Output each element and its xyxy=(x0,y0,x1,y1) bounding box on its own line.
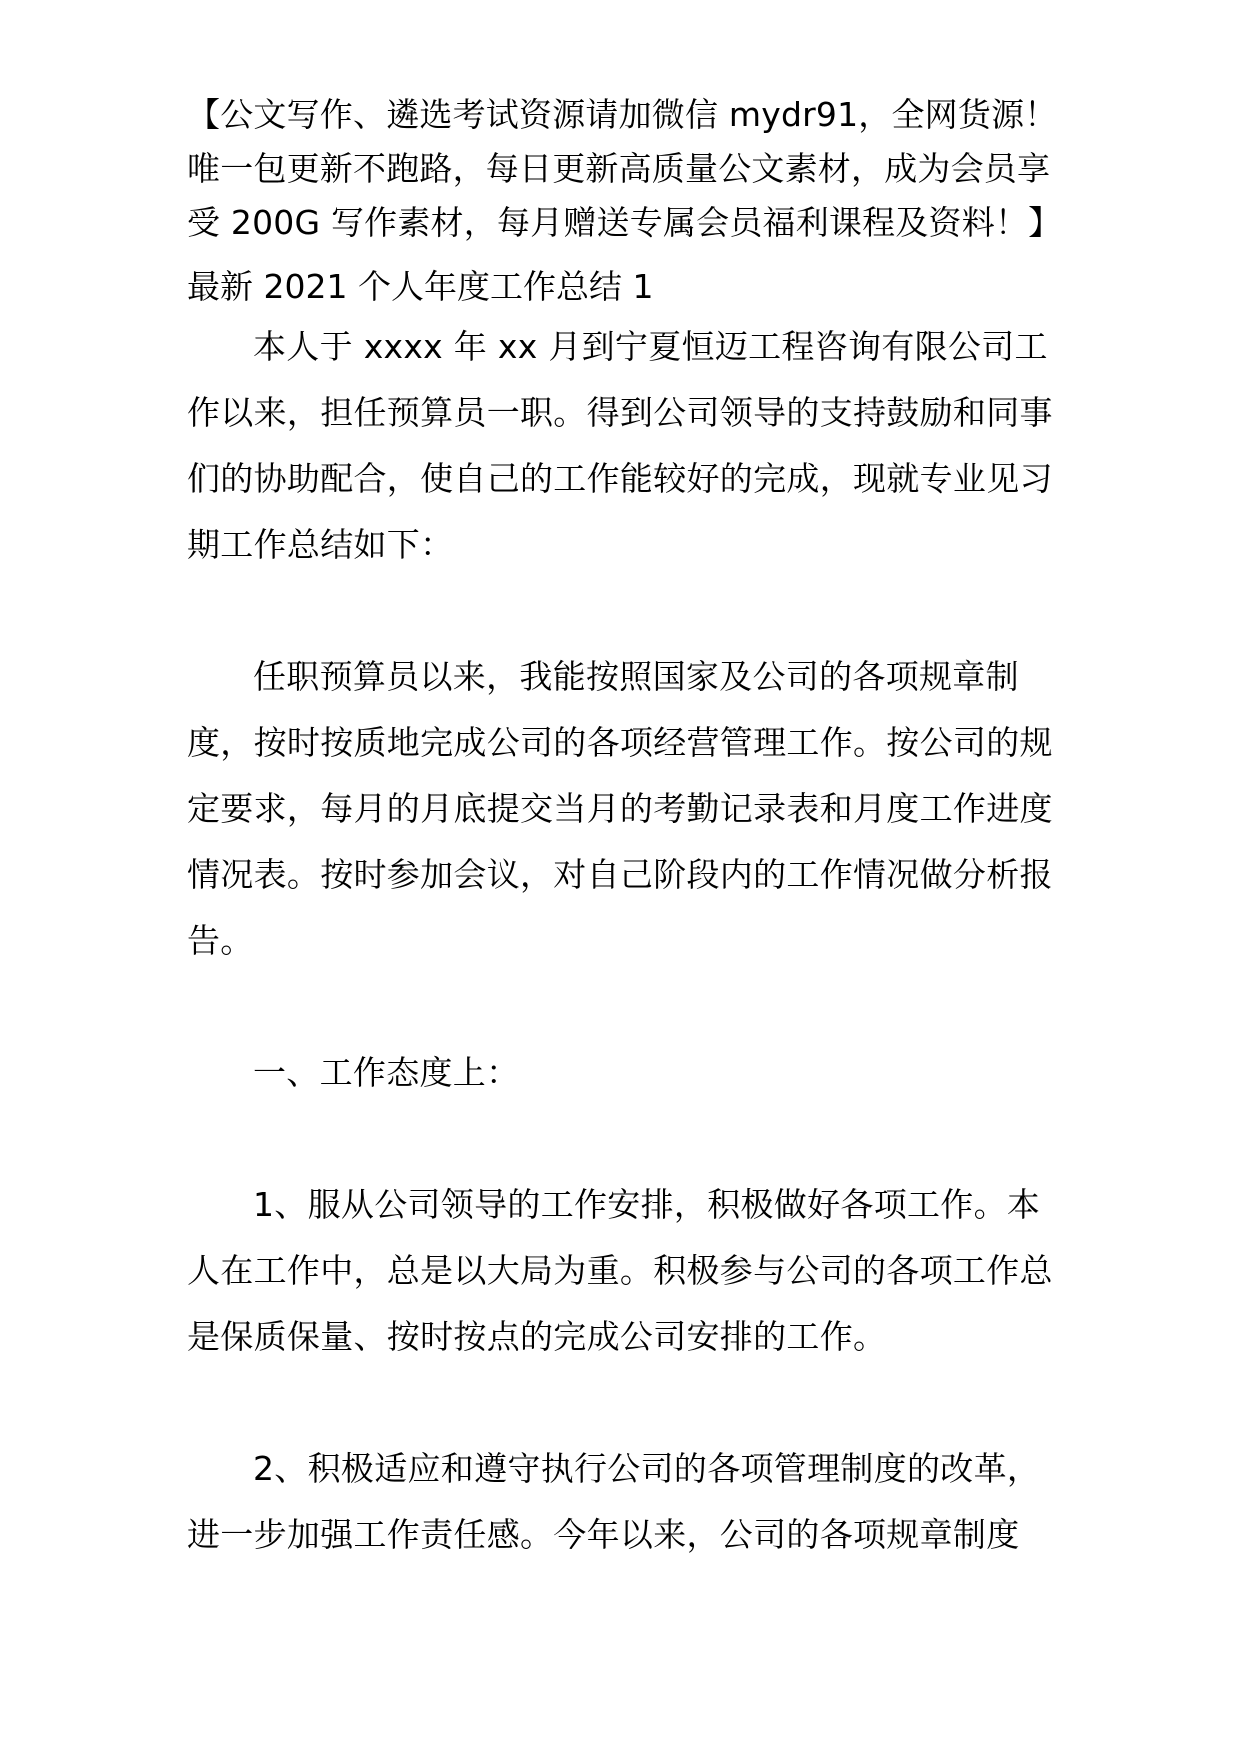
paragraph-spacer xyxy=(187,578,1067,644)
paragraph-spacer xyxy=(187,1106,1067,1172)
paragraph-intro: 本人于 xxxx 年 xx 月到宁夏恒迈工程咨询有限公司工作以来，担任预算员一职。得到公司领导的支持鼓励和同事们的协助配合，使自己的工作能较好的完成，现就专业见习期工作总结如下： xyxy=(187,327,1053,564)
paragraph-item-2: 2、积极适应和遵守执行公司的各项管理制度的改革，进一步加强工作责任感。今年以来，公司的各项规章制度 xyxy=(187,1449,1041,1554)
document-page xyxy=(187,88,1067,1568)
paragraph-spacer xyxy=(187,974,1067,1040)
section-heading-attitude: 一、工作态度上： xyxy=(253,1053,520,1092)
paragraph-duties: 任职预算员以来，我能按照国家及公司的各项规章制度，按时按质地完成公司的各项经营管理工作。按公司的规定要求，每月的月底提交当月的考勤记录表和月度工作进度情况表。按时参加会议，对自己阶段内的工作情况做分析报告。 xyxy=(187,657,1053,960)
paragraph-item-1: 1、服从公司领导的工作安排，积极做好各项工作。本人在工作中，总是以大局为重。积极参与公司的各项工作总是保质保量、按时按点的完成公司安排的工作。 xyxy=(187,1185,1053,1356)
paragraph-spacer xyxy=(187,1370,1067,1436)
document-title: 最新 2021 个人年度工作总结 1 xyxy=(187,267,654,306)
promo-notice: 【公文写作、遴选考试资源请加微信 mydr91，全网货源！唯一包更新不跑路，每日更新高质量公文素材，成为会员享受 200G 写作素材，每月赠送专属会员福利课程及资料！】 xyxy=(187,95,1062,242)
